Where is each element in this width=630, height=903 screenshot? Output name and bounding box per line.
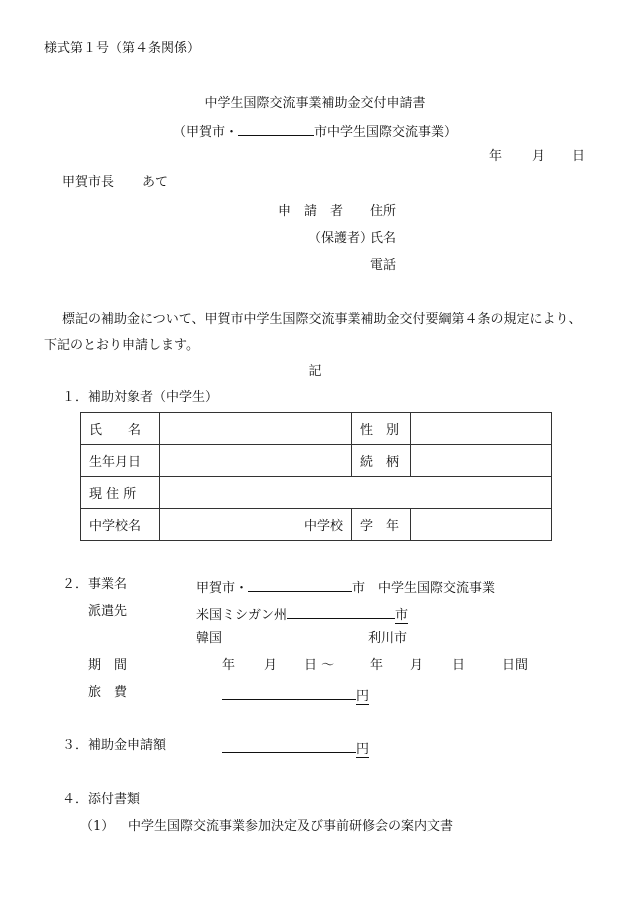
subsidy-amount (222, 738, 369, 758)
period-end-day: 日 (452, 658, 466, 673)
applicant-table (80, 412, 552, 541)
school-name-label: 中学校名 (81, 509, 160, 541)
period-end-year: 年 (370, 658, 384, 673)
table-row (81, 445, 552, 477)
destination-korea: 韓国 (196, 631, 223, 646)
subtitle-suffix: 市中学生国際交流事業） (314, 125, 458, 140)
ki-label: 記 (308, 364, 322, 379)
current-address-field[interactable] (160, 477, 552, 509)
program-name (196, 577, 495, 597)
document-title: 中学生国際交流事業補助金交付申請書 (204, 96, 426, 111)
city-blank[interactable] (238, 121, 314, 136)
travel-amount (222, 685, 369, 705)
program-city-blank[interactable] (248, 577, 352, 592)
form-number: 様式第１号（第４条関係） (44, 41, 201, 56)
attachment-text: 中学生国際交流事業参加決定及び事前研修会の案内文書 (128, 819, 454, 834)
guardian-label: （保護者） (308, 231, 374, 246)
addressee-name: 甲賀市長 (62, 175, 115, 190)
date-month: 月 (532, 149, 546, 164)
section3-heading: ３．補助金申請額 (62, 738, 167, 753)
body-text-line2: 下記のとおり申請します。 (44, 338, 199, 353)
usa-city-blank[interactable] (287, 604, 395, 619)
section1-heading: １．補助対象者（中学生） (62, 390, 219, 405)
travel-amount-blank[interactable] (222, 685, 356, 700)
usa-suffix: 市 (395, 608, 409, 623)
gender-label: 性 別 (352, 413, 411, 445)
section4-heading: ４．添付書類 (62, 792, 141, 807)
subtitle-prefix: （甲賀市・ (172, 125, 238, 140)
period-days: 日間 (502, 658, 529, 673)
destination-label: 派遣先 (88, 604, 128, 619)
applicant-label: 申 請 者 (278, 204, 344, 219)
subsidy-amount-blank[interactable] (222, 738, 356, 753)
date-day: 日 (572, 149, 586, 164)
student-name-field[interactable] (160, 413, 352, 445)
relation-label: 続 柄 (352, 445, 411, 477)
table-row (81, 477, 552, 509)
period-start-month: 月 (264, 658, 278, 673)
program-prefix: 甲賀市・ (196, 581, 249, 596)
travel-label: 旅 費 (88, 685, 128, 700)
addressee-suffix: あて (142, 175, 169, 190)
applicant-address-label: 住所 (370, 204, 397, 219)
document-subtitle (0, 121, 630, 141)
destination-korea-city: 利川市 (368, 631, 408, 646)
period-end-month: 月 (410, 658, 424, 673)
birthdate-label: 生年月日 (81, 445, 160, 477)
date-year: 年 (489, 149, 503, 164)
current-address-label: 現 住 所 (81, 477, 160, 509)
period-label: 期 間 (88, 658, 128, 673)
school-suffix: 中学校 (303, 519, 343, 534)
birthdate-field[interactable] (160, 445, 352, 477)
program-suffix: 中学生国際交流事業 (378, 581, 496, 596)
gender-field[interactable] (411, 413, 552, 445)
body-text-line1: 標記の補助金について、甲賀市中学生国際交流事業補助金交付要綱第４条の規定により、 (62, 312, 582, 327)
applicant-phone-label: 電話 (370, 258, 397, 273)
table-row (81, 509, 552, 541)
relation-field[interactable] (411, 445, 552, 477)
grade-label: 学 年 (352, 509, 411, 541)
school-name-field[interactable] (160, 509, 352, 541)
student-name-label: 氏 名 (81, 413, 160, 445)
attachment-number: （1） (80, 819, 115, 834)
applicant-name-label: 氏名 (370, 231, 397, 246)
usa-prefix: 米国ミシガン州 (196, 608, 288, 623)
period-start-day: 日 ～ (304, 658, 335, 673)
grade-field[interactable] (411, 509, 552, 541)
subsidy-yen: 円 (356, 742, 370, 757)
table-row (81, 413, 552, 445)
travel-yen: 円 (356, 689, 370, 704)
destination-usa (196, 604, 408, 624)
program-mid: 市 (352, 581, 366, 596)
period-start-year: 年 (222, 658, 236, 673)
section2-heading: ２．事業名 (62, 577, 128, 592)
